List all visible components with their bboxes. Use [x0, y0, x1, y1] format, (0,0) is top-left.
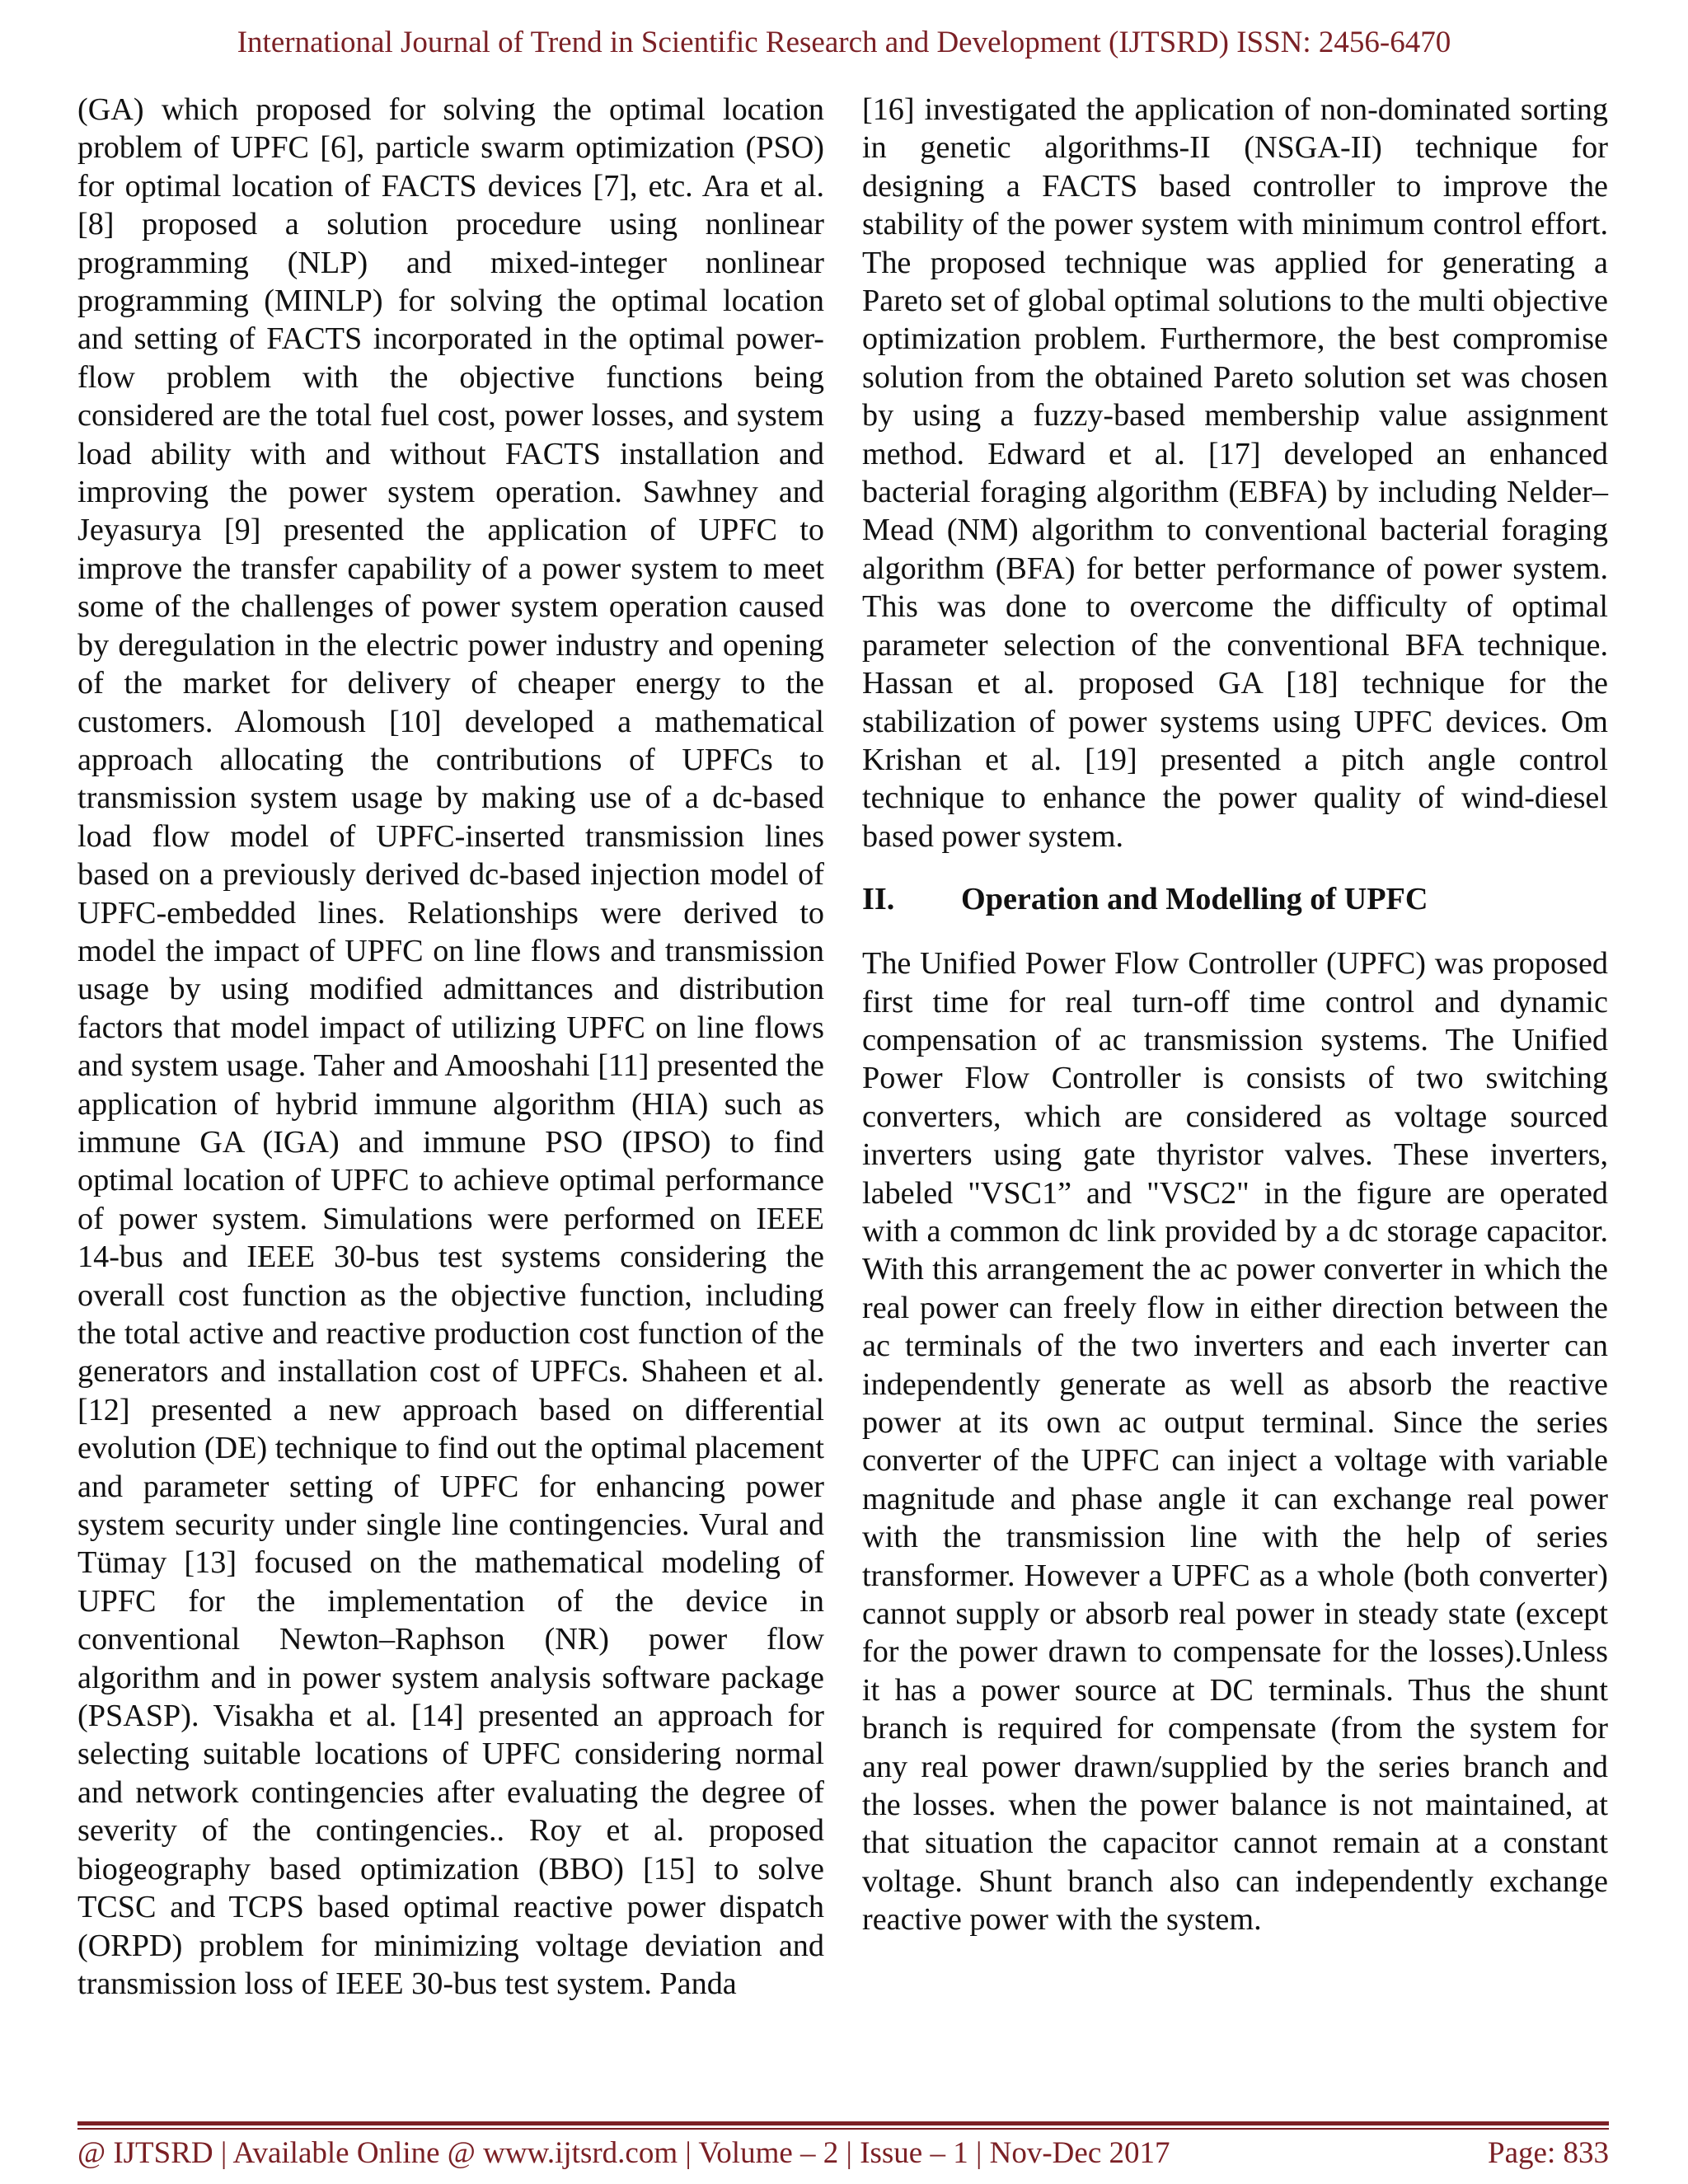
section-heading: [862, 880, 1608, 918]
right-column: [862, 91, 1608, 1939]
journal-header: International Journal of Trend in Scientific Research and Development (IJTSRD) ISSN: 2456-6470: [237, 26, 1451, 59]
footer: [77, 2135, 1609, 2172]
left-column: [77, 91, 824, 2003]
section-title: Operation and Modelling of UPFC: [961, 882, 1428, 917]
page-number: Page: 833: [1488, 2136, 1609, 2170]
footer-rule-thin: [77, 2128, 1609, 2130]
left-paragraph-1: (GA) which proposed for solving the optimal location problem of UPFC [6], particle swarm optimization (PSO) for optimal location of FACTS devices [7], etc. Ara et al. [8] proposed a solution procedure using nonlinear programming (NLP) and mixed-integer nonlinear programming (MINLP) for solving the optimal location and setting of FACTS incorporated in the optimal power-flow problem with the objective functions being considered are the total fuel cost, power losses, and system load ability with and without FACTS installation and improving the power system operation. Sawhney and Jeyasurya [9] presented the application of UPFC to improve the transfer capability of a power system to meet some of the challenges of power system operation caused by deregulation in the electric power industry and opening of the market for delivery of cheaper energy to the customers. Alomoush [10] developed a mathematical approach allocating the contributions of UPFCs to transmission system usage by making use of a dc-based load flow model of UPFC-inserted transmission lines based on a previously derived dc-based injection model of UPFC-embedded lines. Relationships were derived to model the impact of UPFC on line flows and transmission usage by using modified admittances and distribution factors that model impact of utilizing UPFC on line flows and system usage. Taher and Amooshahi [11] presented the application of hybrid immune algorithm (HIA) such as immune GA (IGA) and immune PSO (IPSO) to find optimal location of UPFC to achieve optimal performance of power system. Simulations were performed on IEEE 14-bus and IEEE 30-bus test systems considering the overall cost function as the objective function, including the total active and reactive production cost function of the generators and installation cost of UPFCs. Shaheen et al. [12] presented a new approach based on differential evolution (DE) technique to find out the optimal placement and parameter setting of UPFC for enhancing power system security under single line contingencies. Vural and Tümay [13] focused on the mathematical modeling of UPFC for the implementation of the device in conventional Newton–Raphson (NR) power flow algorithm and in power system analysis software package (PSASP). Visakha et al. [14] presented an approach for selecting suitable locations of UPFC considering normal and network contingencies after evaluating the degree of severity of the contingencies.. Roy et al. proposed biogeography based optimization (BBO) [15] to solve TCSC and TCPS based optimal reactive power dispatch (ORPD) problem for minimizing voltage deviation and transmission loss of IEEE 30-bus test system. Panda: [77, 92, 824, 2001]
section-number: II.: [862, 882, 895, 917]
right-paragraph-1: [16] investigated the application of non-dominated sorting in genetic algorithms-II (NSGA-II) technique for designing a FACTS based controller to improve the stability of the power system with minimum control effort. The proposed technique was applied for generating a Pareto set of global optimal solutions to the multi objective optimization problem. Furthermore, the best compromise solution from the obtained Pareto solution set was chosen by using a fuzzy-based membership value assignment method. Edward et al. [17] developed an enhanced bacterial foraging algorithm (EBFA) by including Nelder–Mead (NM) algorithm to conventional bacterial foraging algorithm (BFA) for better performance of power system. This was done to overcome the difficulty of optimal parameter selection of the conventional BFA technique. Hassan et al. proposed GA [18] technique for the stabilization of power systems using UPFC devices. Om Krishan et al. [19] presented a pitch angle control technique to enhance the power quality of wind-diesel based power system.: [862, 92, 1608, 854]
footer-info: @ IJTSRD | Available Online @ www.ijtsrd.com | Volume – 2 | Issue – 1 | Nov-Dec 2017: [77, 2136, 1170, 2170]
right-paragraph-2: The Unified Power Flow Controller (UPFC) was proposed first time for real turn-off time control and dynamic compensation of ac transmission systems. The Unified Power Flow Controller is consists of two switching converters, which are considered as voltage sourced inverters using gate thyristor valves. These inverters, labeled "VSC1” and "VSC2" in the figure are operated with a common dc link provided by a dc storage capacitor. With this arrangement the ac power converter in which the real power can freely flow in either direction between the ac terminals of the two inverters and each inverter can independently generate as well as absorb the reactive power at its own ac output terminal. Since the series converter of the UPFC can inject a voltage with variable magnitude and phase angle it can exchange real power with the transmission line with the help of series transformer. However a UPFC as a whole (both converter) cannot supply or absorb real power in steady state (except for the power drawn to compensate for the losses).Unless it has a power source at DC terminals. Thus the shunt branch is required for compensate (from the system for any real power drawn/supplied by the series branch and the losses. when the power balance is not maintained, at that situation the capacitor cannot remain at a constant voltage. Shunt branch also can independently exchange reactive power with the system.: [862, 946, 1608, 1938]
footer-rule-thick: [77, 2121, 1609, 2125]
